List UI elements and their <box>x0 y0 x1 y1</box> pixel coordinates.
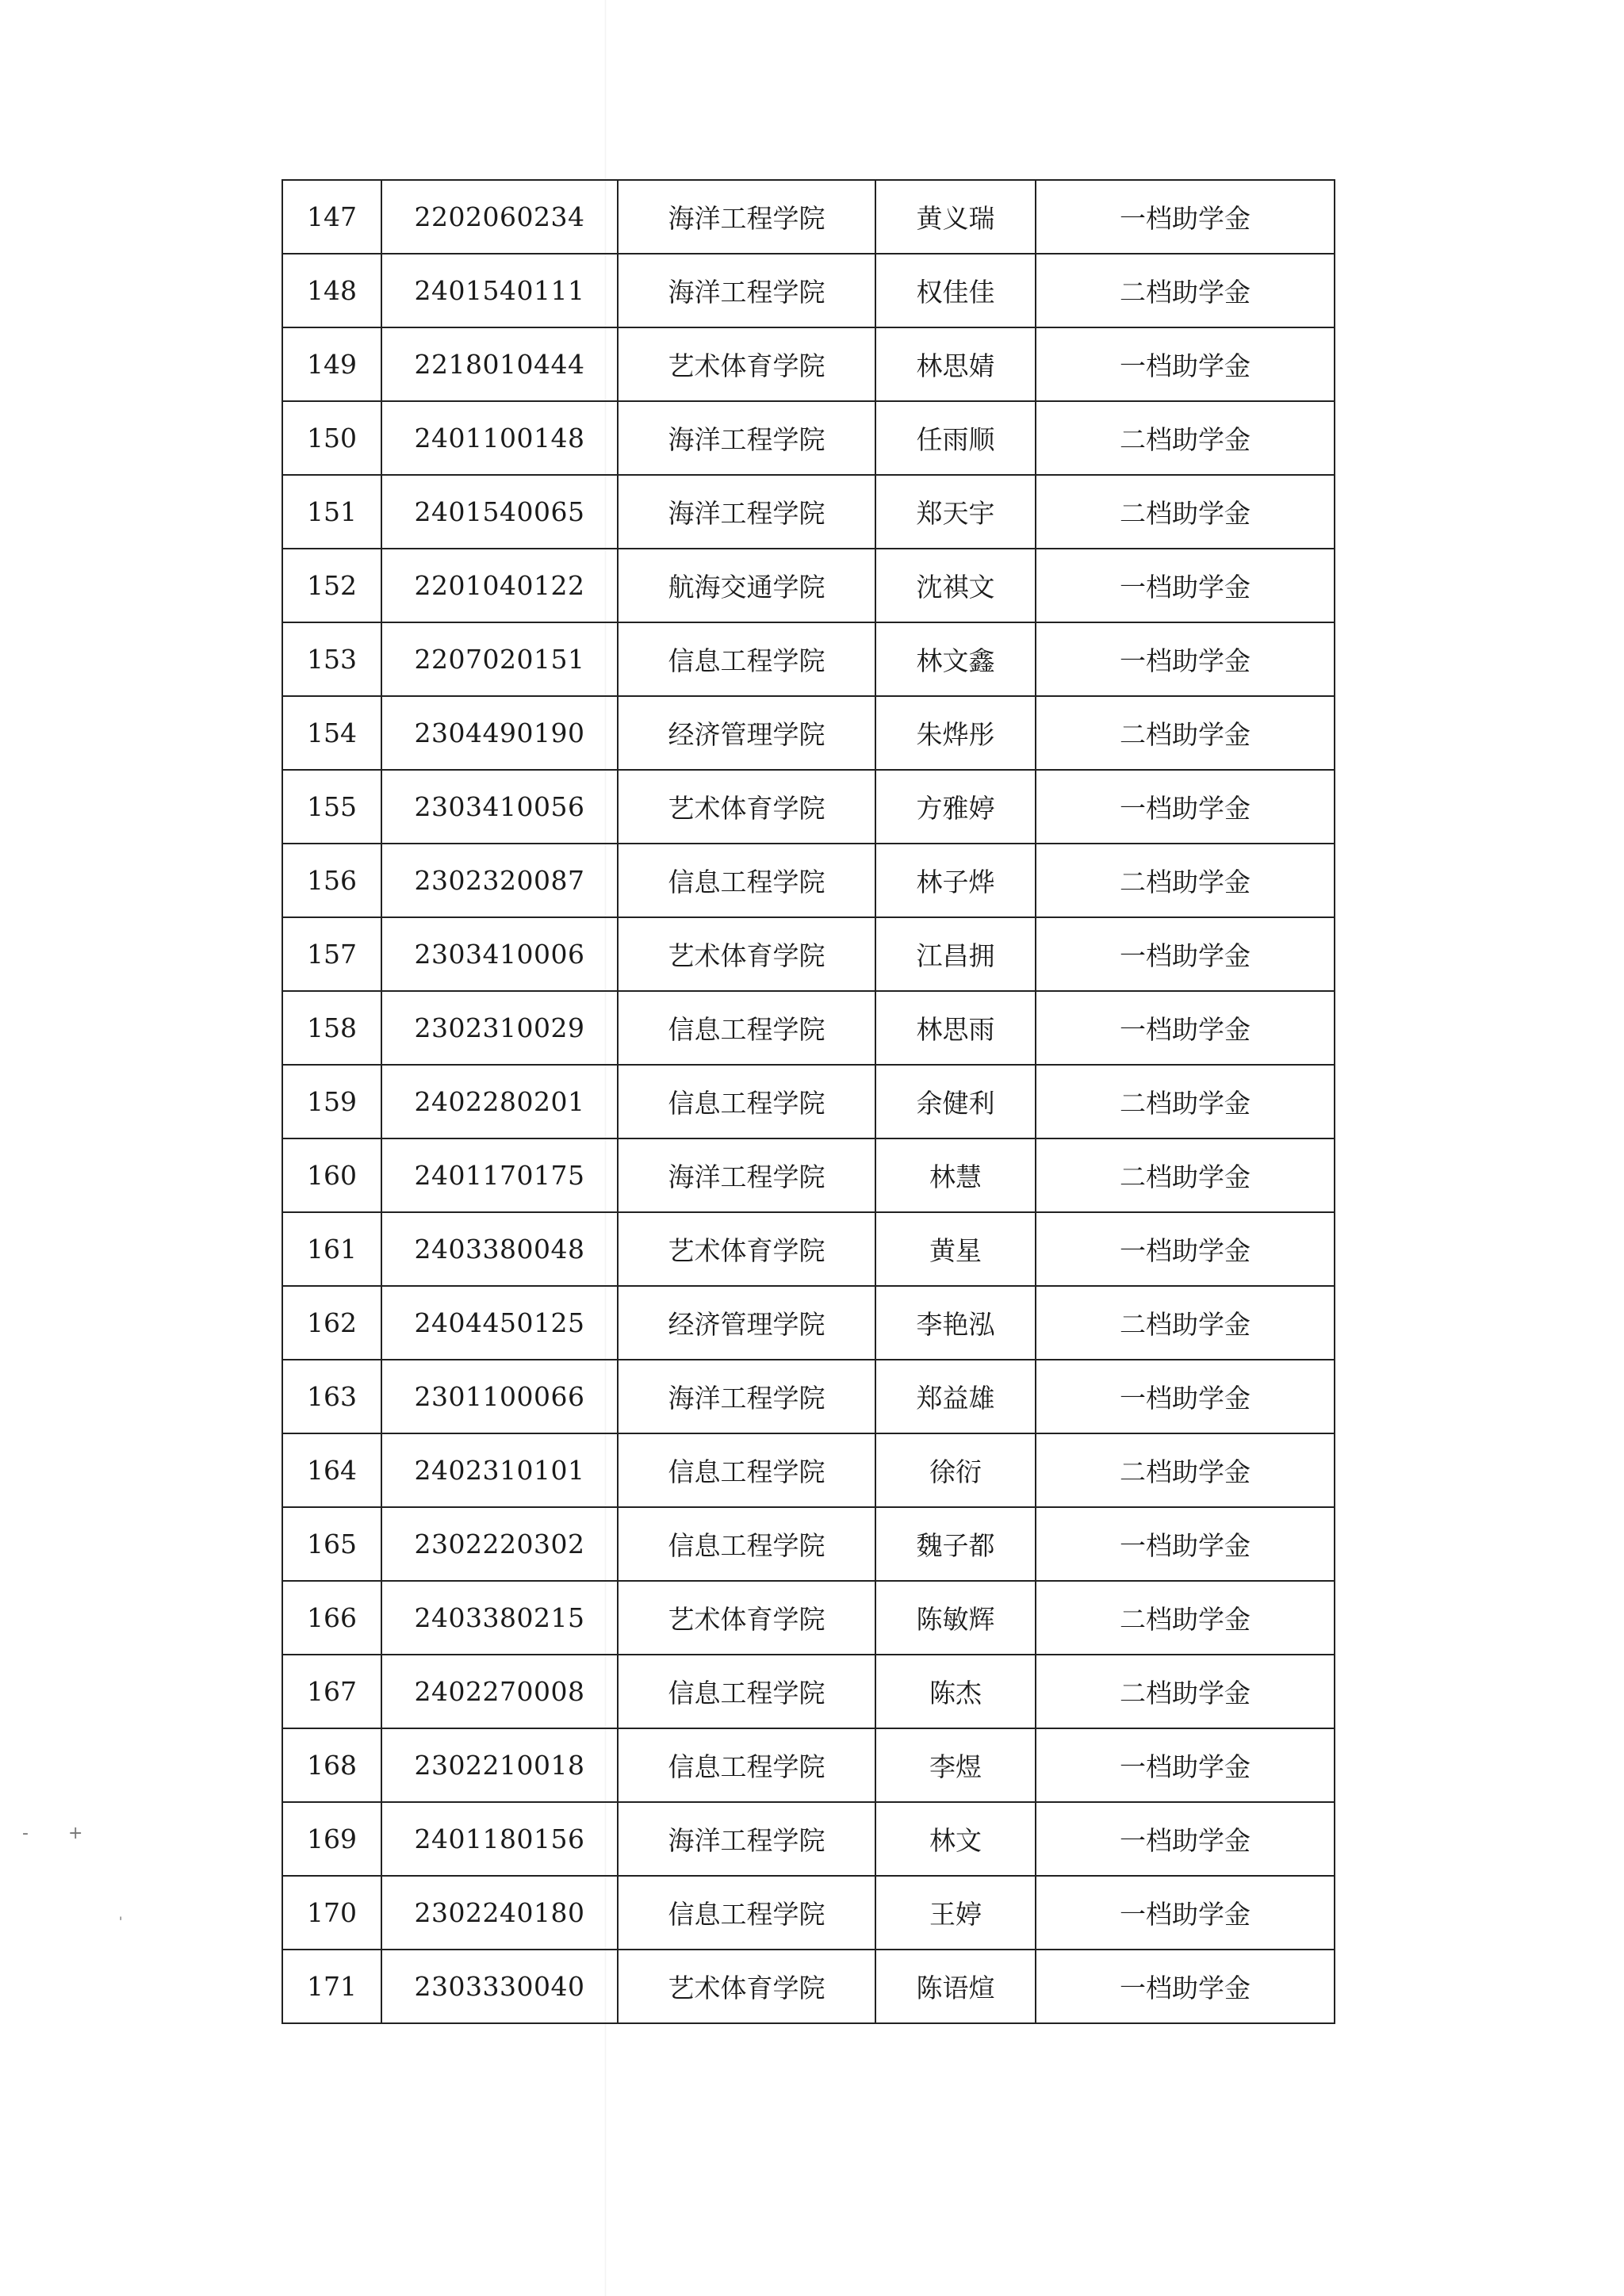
student-id-cell: 2401540111 <box>381 254 618 327</box>
college-cell: 海洋工程学院 <box>618 1138 875 1212</box>
college-cell: 艺术体育学院 <box>618 1581 875 1655</box>
scan-edge-mark: ' <box>119 1914 123 1929</box>
row-number-cell: 167 <box>282 1655 381 1728</box>
grant-level-cell: 二档助学金 <box>1036 1433 1335 1507</box>
scan-edge-mark: - <box>22 1823 29 1843</box>
student-id-cell: 2303410056 <box>381 770 618 844</box>
table-body <box>282 180 1335 2023</box>
student-name-cell: 林子烨 <box>875 844 1036 917</box>
student-name-cell: 徐衍 <box>875 1433 1036 1507</box>
grant-level-cell: 一档助学金 <box>1036 991 1335 1065</box>
student-id-cell: 2403380215 <box>381 1581 618 1655</box>
grant-level-cell: 一档助学金 <box>1036 1802 1335 1876</box>
row-number-cell: 150 <box>282 401 381 475</box>
student-id-cell: 2401100148 <box>381 401 618 475</box>
row-number-cell: 148 <box>282 254 381 327</box>
grant-level-cell: 一档助学金 <box>1036 1950 1335 2023</box>
student-id-cell: 2201040122 <box>381 549 618 622</box>
row-number-cell: 147 <box>282 180 381 254</box>
row-number-cell: 161 <box>282 1212 381 1286</box>
grant-recipient-table <box>282 179 1335 2024</box>
student-name-cell: 黄义瑞 <box>875 180 1036 254</box>
table-row <box>282 917 1335 991</box>
college-cell: 海洋工程学院 <box>618 1802 875 1876</box>
student-name-cell: 林思雨 <box>875 991 1036 1065</box>
table-row <box>282 991 1335 1065</box>
table-row <box>282 549 1335 622</box>
row-number-cell: 149 <box>282 327 381 401</box>
college-cell: 信息工程学院 <box>618 1433 875 1507</box>
scan-edge-mark: + <box>68 1823 83 1843</box>
college-cell: 海洋工程学院 <box>618 254 875 327</box>
grant-level-cell: 一档助学金 <box>1036 549 1335 622</box>
grant-level-cell: 二档助学金 <box>1036 696 1335 770</box>
student-name-cell: 权佳佳 <box>875 254 1036 327</box>
table-row <box>282 1212 1335 1286</box>
row-number-cell: 164 <box>282 1433 381 1507</box>
grant-level-cell: 一档助学金 <box>1036 770 1335 844</box>
student-name-cell: 江昌拥 <box>875 917 1036 991</box>
table-row <box>282 401 1335 475</box>
student-id-cell: 2402280201 <box>381 1065 618 1138</box>
college-cell: 海洋工程学院 <box>618 180 875 254</box>
student-name-cell: 朱烨彤 <box>875 696 1036 770</box>
college-cell: 经济管理学院 <box>618 1286 875 1360</box>
grant-level-cell: 二档助学金 <box>1036 844 1335 917</box>
student-id-cell: 2402310101 <box>381 1433 618 1507</box>
college-cell: 信息工程学院 <box>618 844 875 917</box>
student-id-cell: 2302310029 <box>381 991 618 1065</box>
grant-level-cell: 一档助学金 <box>1036 180 1335 254</box>
student-name-cell: 林文 <box>875 1802 1036 1876</box>
row-number-cell: 171 <box>282 1950 381 2023</box>
row-number-cell: 160 <box>282 1138 381 1212</box>
table-row <box>282 1655 1335 1728</box>
college-cell: 航海交通学院 <box>618 549 875 622</box>
grant-level-cell: 一档助学金 <box>1036 1507 1335 1581</box>
college-cell: 信息工程学院 <box>618 1876 875 1950</box>
row-number-cell: 159 <box>282 1065 381 1138</box>
student-id-cell: 2402270008 <box>381 1655 618 1728</box>
student-name-cell: 李煜 <box>875 1728 1036 1802</box>
college-cell: 海洋工程学院 <box>618 1360 875 1433</box>
table-row <box>282 1581 1335 1655</box>
table-row <box>282 844 1335 917</box>
student-name-cell: 李艳泓 <box>875 1286 1036 1360</box>
student-name-cell: 黄星 <box>875 1212 1036 1286</box>
student-id-cell: 2403380048 <box>381 1212 618 1286</box>
student-id-cell: 2401180156 <box>381 1802 618 1876</box>
student-id-cell: 2218010444 <box>381 327 618 401</box>
row-number-cell: 154 <box>282 696 381 770</box>
student-id-cell: 2207020151 <box>381 622 618 696</box>
grant-level-cell: 一档助学金 <box>1036 1360 1335 1433</box>
student-id-cell: 2303410006 <box>381 917 618 991</box>
college-cell: 信息工程学院 <box>618 622 875 696</box>
student-id-cell: 2302240180 <box>381 1876 618 1950</box>
student-name-cell: 陈杰 <box>875 1655 1036 1728</box>
table-row <box>282 1802 1335 1876</box>
table-row <box>282 1360 1335 1433</box>
row-number-cell: 162 <box>282 1286 381 1360</box>
grant-level-cell: 二档助学金 <box>1036 1065 1335 1138</box>
grant-level-cell: 二档助学金 <box>1036 1286 1335 1360</box>
student-id-cell: 2401540065 <box>381 475 618 549</box>
grant-level-cell: 一档助学金 <box>1036 1728 1335 1802</box>
college-cell: 艺术体育学院 <box>618 327 875 401</box>
table-row <box>282 1138 1335 1212</box>
grant-level-cell: 二档助学金 <box>1036 1655 1335 1728</box>
row-number-cell: 157 <box>282 917 381 991</box>
row-number-cell: 163 <box>282 1360 381 1433</box>
table-row <box>282 622 1335 696</box>
table-row <box>282 1876 1335 1950</box>
grant-level-cell: 一档助学金 <box>1036 622 1335 696</box>
table-row <box>282 254 1335 327</box>
table-row <box>282 770 1335 844</box>
row-number-cell: 151 <box>282 475 381 549</box>
student-id-cell: 2202060234 <box>381 180 618 254</box>
table-row <box>282 1065 1335 1138</box>
student-id-cell: 2301100066 <box>381 1360 618 1433</box>
college-cell: 经济管理学院 <box>618 696 875 770</box>
college-cell: 艺术体育学院 <box>618 917 875 991</box>
student-name-cell: 魏子都 <box>875 1507 1036 1581</box>
row-number-cell: 170 <box>282 1876 381 1950</box>
student-id-cell: 2303330040 <box>381 1950 618 2023</box>
grant-level-cell: 一档助学金 <box>1036 917 1335 991</box>
student-id-cell: 2401170175 <box>381 1138 618 1212</box>
row-number-cell: 156 <box>282 844 381 917</box>
student-name-cell: 沈祺文 <box>875 549 1036 622</box>
grant-level-cell: 一档助学金 <box>1036 1876 1335 1950</box>
student-name-cell: 郑益雄 <box>875 1360 1036 1433</box>
student-id-cell: 2302220302 <box>381 1507 618 1581</box>
college-cell: 海洋工程学院 <box>618 401 875 475</box>
table-row <box>282 327 1335 401</box>
student-name-cell: 任雨顺 <box>875 401 1036 475</box>
college-cell: 艺术体育学院 <box>618 1950 875 2023</box>
grant-level-cell: 二档助学金 <box>1036 254 1335 327</box>
table-row <box>282 475 1335 549</box>
college-cell: 海洋工程学院 <box>618 475 875 549</box>
college-cell: 信息工程学院 <box>618 1655 875 1728</box>
grant-level-cell: 二档助学金 <box>1036 1581 1335 1655</box>
student-id-cell: 2302210018 <box>381 1728 618 1802</box>
student-name-cell: 余健利 <box>875 1065 1036 1138</box>
row-number-cell: 152 <box>282 549 381 622</box>
college-cell: 信息工程学院 <box>618 1065 875 1138</box>
grant-level-cell: 二档助学金 <box>1036 475 1335 549</box>
college-cell: 信息工程学院 <box>618 1728 875 1802</box>
student-name-cell: 郑天宇 <box>875 475 1036 549</box>
student-id-cell: 2404450125 <box>381 1286 618 1360</box>
row-number-cell: 153 <box>282 622 381 696</box>
college-cell: 艺术体育学院 <box>618 770 875 844</box>
row-number-cell: 155 <box>282 770 381 844</box>
table-row <box>282 1433 1335 1507</box>
college-cell: 信息工程学院 <box>618 991 875 1065</box>
grant-level-cell: 一档助学金 <box>1036 327 1335 401</box>
row-number-cell: 165 <box>282 1507 381 1581</box>
table-row <box>282 1728 1335 1802</box>
student-name-cell: 陈语煊 <box>875 1950 1036 2023</box>
student-name-cell: 王婷 <box>875 1876 1036 1950</box>
row-number-cell: 168 <box>282 1728 381 1802</box>
student-name-cell: 林慧 <box>875 1138 1036 1212</box>
table-row <box>282 1286 1335 1360</box>
student-id-cell: 2302320087 <box>381 844 618 917</box>
grant-level-cell: 二档助学金 <box>1036 401 1335 475</box>
table-row <box>282 1950 1335 2023</box>
row-number-cell: 166 <box>282 1581 381 1655</box>
college-cell: 艺术体育学院 <box>618 1212 875 1286</box>
table-row <box>282 696 1335 770</box>
grant-level-cell: 二档助学金 <box>1036 1138 1335 1212</box>
college-cell: 信息工程学院 <box>618 1507 875 1581</box>
table-row <box>282 180 1335 254</box>
student-name-cell: 方雅婷 <box>875 770 1036 844</box>
table-row <box>282 1507 1335 1581</box>
student-name-cell: 林思婧 <box>875 327 1036 401</box>
grant-level-cell: 一档助学金 <box>1036 1212 1335 1286</box>
student-id-cell: 2304490190 <box>381 696 618 770</box>
student-name-cell: 陈敏辉 <box>875 1581 1036 1655</box>
row-number-cell: 169 <box>282 1802 381 1876</box>
student-name-cell: 林文鑫 <box>875 622 1036 696</box>
row-number-cell: 158 <box>282 991 381 1065</box>
